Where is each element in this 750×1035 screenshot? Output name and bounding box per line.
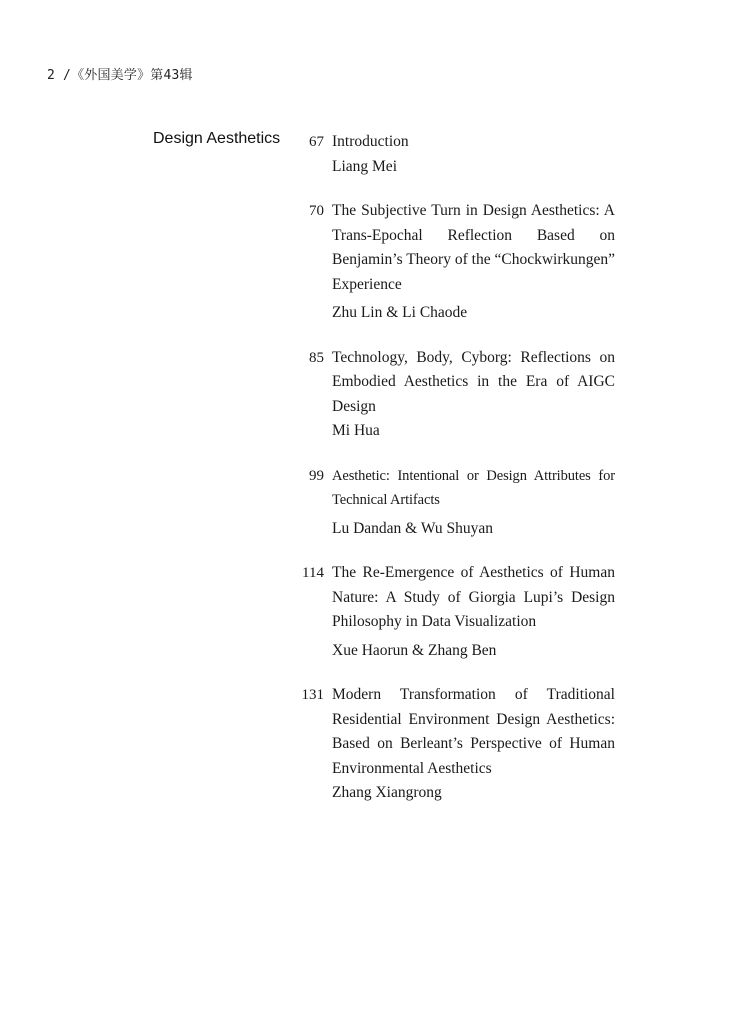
article-author: Xue Haorun & Zhang Ben: [332, 641, 497, 659]
toc-entry: [296, 683, 616, 806]
article-author: Liang Mei: [332, 157, 397, 175]
toc-entry: [296, 199, 616, 326]
article-title: Technology, Body, Cyborg: Reflections on Embodied Aesthetics in the Era of AIGC Design: [332, 348, 615, 415]
article-author: Lu Dandan & Wu Shuyan: [332, 519, 493, 537]
page-number: 67: [309, 134, 324, 150]
toc-entry: [296, 464, 616, 542]
page-number: 131: [301, 687, 324, 703]
running-header: 2 /《外国美学》第43辑: [47, 68, 193, 83]
article-author: Zhu Lin & Li Chaode: [332, 304, 468, 321]
section-title: Design Aesthetics: [153, 130, 281, 147]
entry-body: [332, 683, 615, 806]
toc-entry: [296, 561, 616, 663]
article-title: The Subjective Turn in Design Aesthetics: A Trans-Epochal Reflection Based on Benjamin’s Theory of the “Chockwirkungen” Experience: [332, 202, 615, 293]
article-title: The Re-Emergence of Aesthetics of Human Nature: A Study of Giorgia Lupi’s Design Philosophy in Data Visualization: [332, 564, 615, 630]
page-number: 70: [309, 203, 324, 219]
entry-body: [332, 199, 615, 326]
article-title: Aesthetic: Intentional or Design Attributes for Technical Artifacts: [332, 467, 615, 508]
page-number: 114: [302, 565, 324, 581]
entry-body: [332, 346, 615, 444]
toc-entry: [296, 346, 616, 444]
entry-body: [332, 130, 615, 179]
entry-body: [332, 464, 615, 542]
article-title: Introduction: [332, 133, 409, 150]
entry-body: [332, 561, 615, 663]
table-of-contents: [296, 130, 616, 826]
article-author: Mi Hua: [332, 422, 380, 439]
page-number: 99: [309, 467, 324, 484]
toc-entry: [296, 130, 616, 179]
article-title: Modern Transformation of Traditional Residential Environment Design Aesthetics: Based on Berleant’s Perspective of Human Environmental Aesthetics: [332, 686, 615, 777]
page-number: 85: [309, 349, 324, 366]
article-author: Zhang Xiangrong: [332, 784, 442, 801]
